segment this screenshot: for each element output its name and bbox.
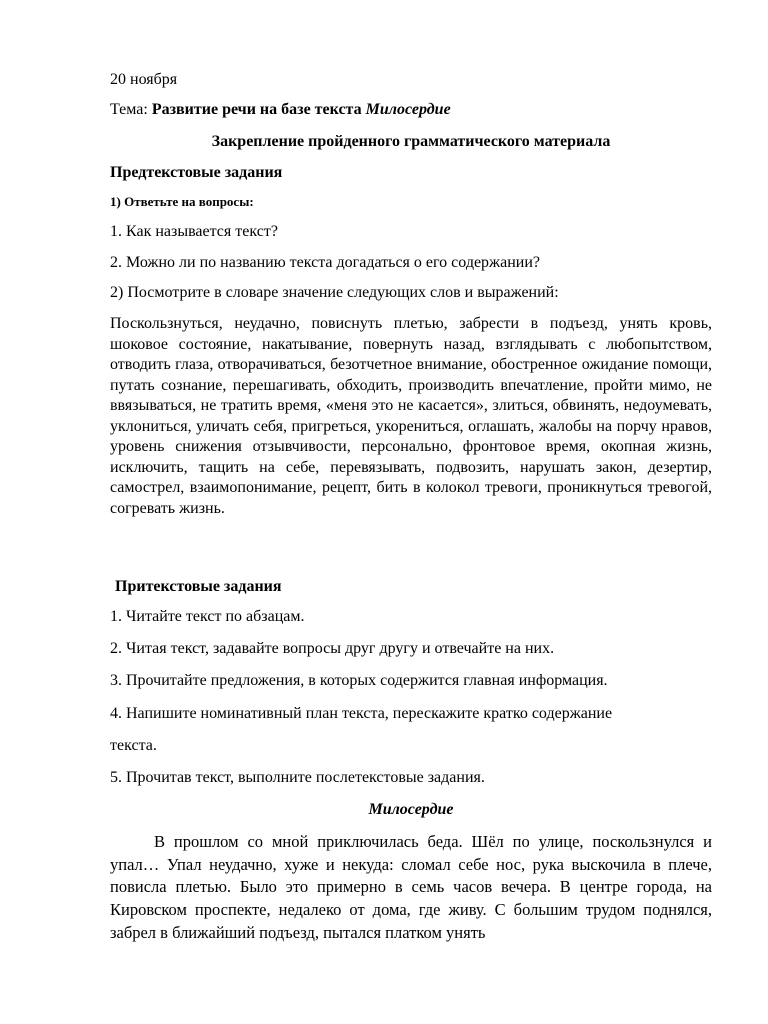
pretext-heading: Предтекстовые задания	[110, 164, 283, 181]
topic-text: Развитие речи на базе текста	[151, 101, 366, 118]
vocabulary-paragraph: Поскользнуться, неудачно, повиснуть плетью, забрести в подъезд, унять кровь, шоковое состояние, накатывание, повернуть назад, взглядывать с любопытством, отводить глаза, отворачиваться, безотчетное внимание, обостренное ожидание помощи, путать сознание, перешагивать, обходить, производить впечатление, пройти мимо, не ввязываться, не тратить время, «меня это не касается», злиться, обвинять, недоумевать, уклониться, уличать себя, пригреться, укорениться, оглашать, жалобы на порчу нравов, уровень снижения отзывчивости, персонально, фронтовое время, окопная жизнь, исключить, тащить на себе, перевязывать, подвозить, нарушать закон, дезертир, самострел, взаимопонимание, рецепт, бить в колокол тревоги, проникнуться тревогой, согревать жизнь.	[110, 315, 712, 517]
subtitle: Закрепление пройденного грамматического материала	[211, 133, 611, 150]
intext-task-4-cont: текста.	[110, 737, 157, 754]
story-text: В прошлом со мной приключилась беда. Шёл по улице, поскользнулся и упал… Упал неудачно, хуже и некуда: сломал себе нос, рука выскочила в плече, повисла плетью. Было это примерно в семь часов вечера. В центре города, на Кировском проспекте, недалеко от дома, где живу. С большим трудом поднялся, забрел в ближайший подъезд, пытался платком унять	[110, 832, 712, 942]
intext-task-3: 3. Прочитайте предложения, в которых содержится главная информация.	[110, 672, 608, 689]
topic-label: Тема:	[110, 101, 152, 118]
date-line: 20 ноября	[110, 71, 178, 88]
story-paragraph	[110, 831, 712, 945]
question-2: 2. Можно ли по названию текста догадаться о его содержании?	[110, 254, 540, 271]
intext-task-4: 4. Напишите номинативный план текста, перескажите кратко содержание	[110, 705, 613, 722]
story-title: Милосердие	[368, 801, 454, 818]
intext-task-2: 2. Читая текст, задавайте вопросы друг другу и отвечайте на них.	[110, 640, 555, 657]
intext-heading: Притекстовые задания	[115, 578, 282, 595]
topic-line	[110, 100, 451, 120]
question-1: 1. Как называется текст?	[110, 223, 278, 240]
intext-task-1: 1. Читайте текст по абзацам.	[110, 608, 305, 625]
task2-heading: 2) Посмотрите в словаре значение следующих слов и выражений:	[110, 284, 559, 301]
task1-heading: 1) Ответьте на вопросы:	[110, 194, 254, 209]
intext-task-5: 5. Прочитав текст, выполните послетекстовые задания.	[110, 769, 485, 786]
topic-title: Милосердие	[365, 101, 451, 118]
